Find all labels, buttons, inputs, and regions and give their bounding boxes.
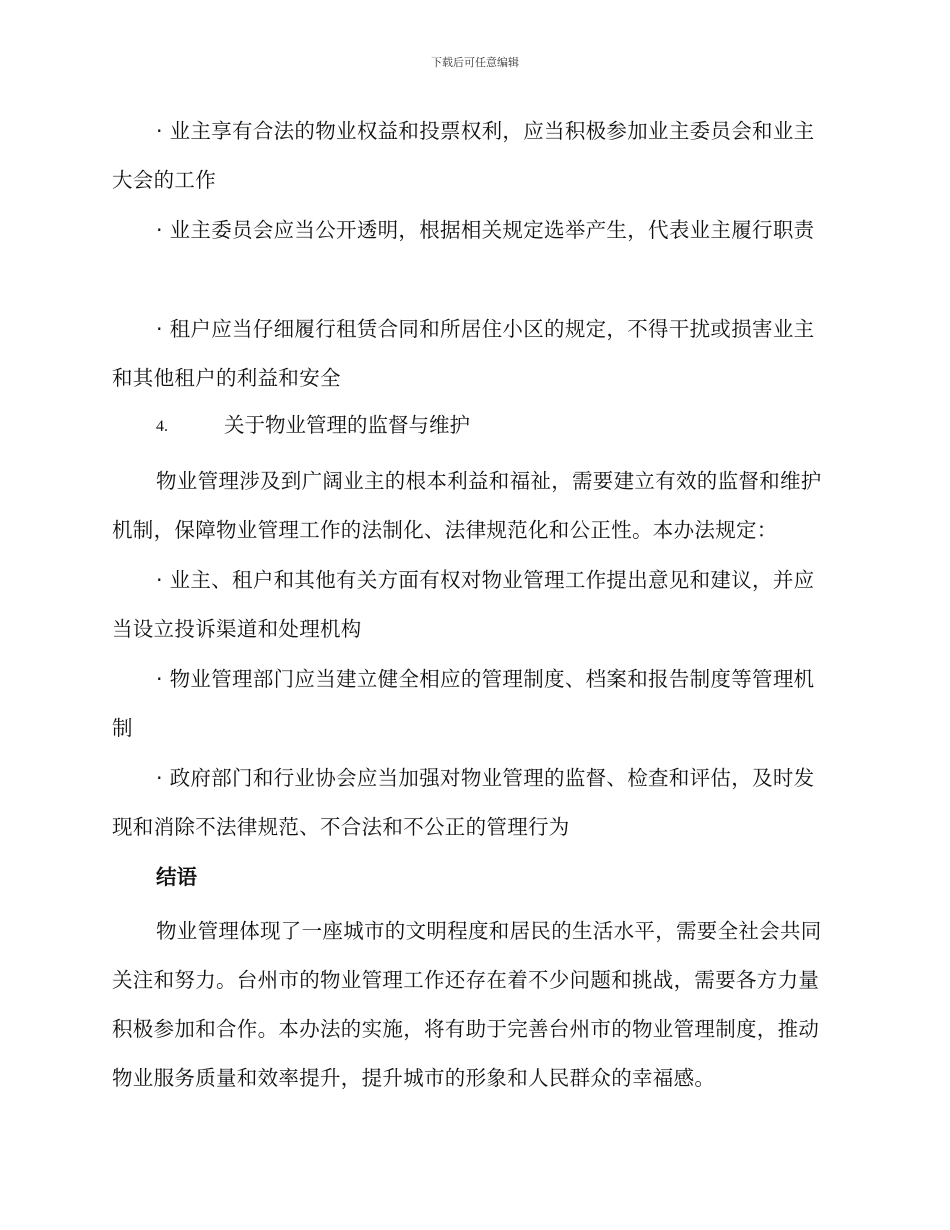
bullet-complaints: · 业主、租户和其他有关方面有权对物业管理工作提出意见和建议，并应当设立投诉渠道和处理机构	[112, 568, 815, 641]
bullet-government-oversight: · 政府部门和行业协会应当加强对物业管理的监督、检查和评估，及时发现和消除不法律规范、不合法和不公正的管理行为	[112, 766, 815, 839]
section-intro: 物业管理涉及到广阔业主的根本利益和福祉，需要建立有效的监督和维护机制，保障物业管理工作的法制化、法律规范化和公正性。本办法规定：	[112, 469, 822, 542]
conclusion-body: 物业管理体现了一座城市的文明程度和居民的生活水平，需要全社会共同关注和努力。台州市的物业管理工作还存在着不少问题和挑战，需要各方力量积极参加和合作。本办法的实施，将有助于完善台州市的物业管理制度，推动物业服务质量和效率提升，提升城市的形象和人民群众的幸福感。	[112, 919, 822, 1090]
bullet-owners-committee: · 业主委员会应当公开透明，根据相关规定选举产生，代表业主履行职责	[156, 218, 815, 242]
page-header-note: 下载后可任意编辑	[431, 56, 519, 69]
section-title: 关于物业管理的监督与维护	[224, 413, 470, 437]
conclusion-heading: 结语	[156, 865, 197, 889]
bullet-management-system: · 物业管理部门应当建立健全相应的管理制度、档案和报告制度等管理机制	[112, 667, 815, 740]
bullet-owner-rights: · 业主享有合法的物业权益和投票权利，应当积极参加业主委员会和业主大会的工作	[112, 119, 815, 192]
section-number: 4.	[156, 418, 168, 435]
bullet-tenant-duties: · 租户应当仔细履行租赁合同和所居住小区的规定，不得干扰或损害业主和其他租户的利益和安全	[112, 317, 815, 390]
